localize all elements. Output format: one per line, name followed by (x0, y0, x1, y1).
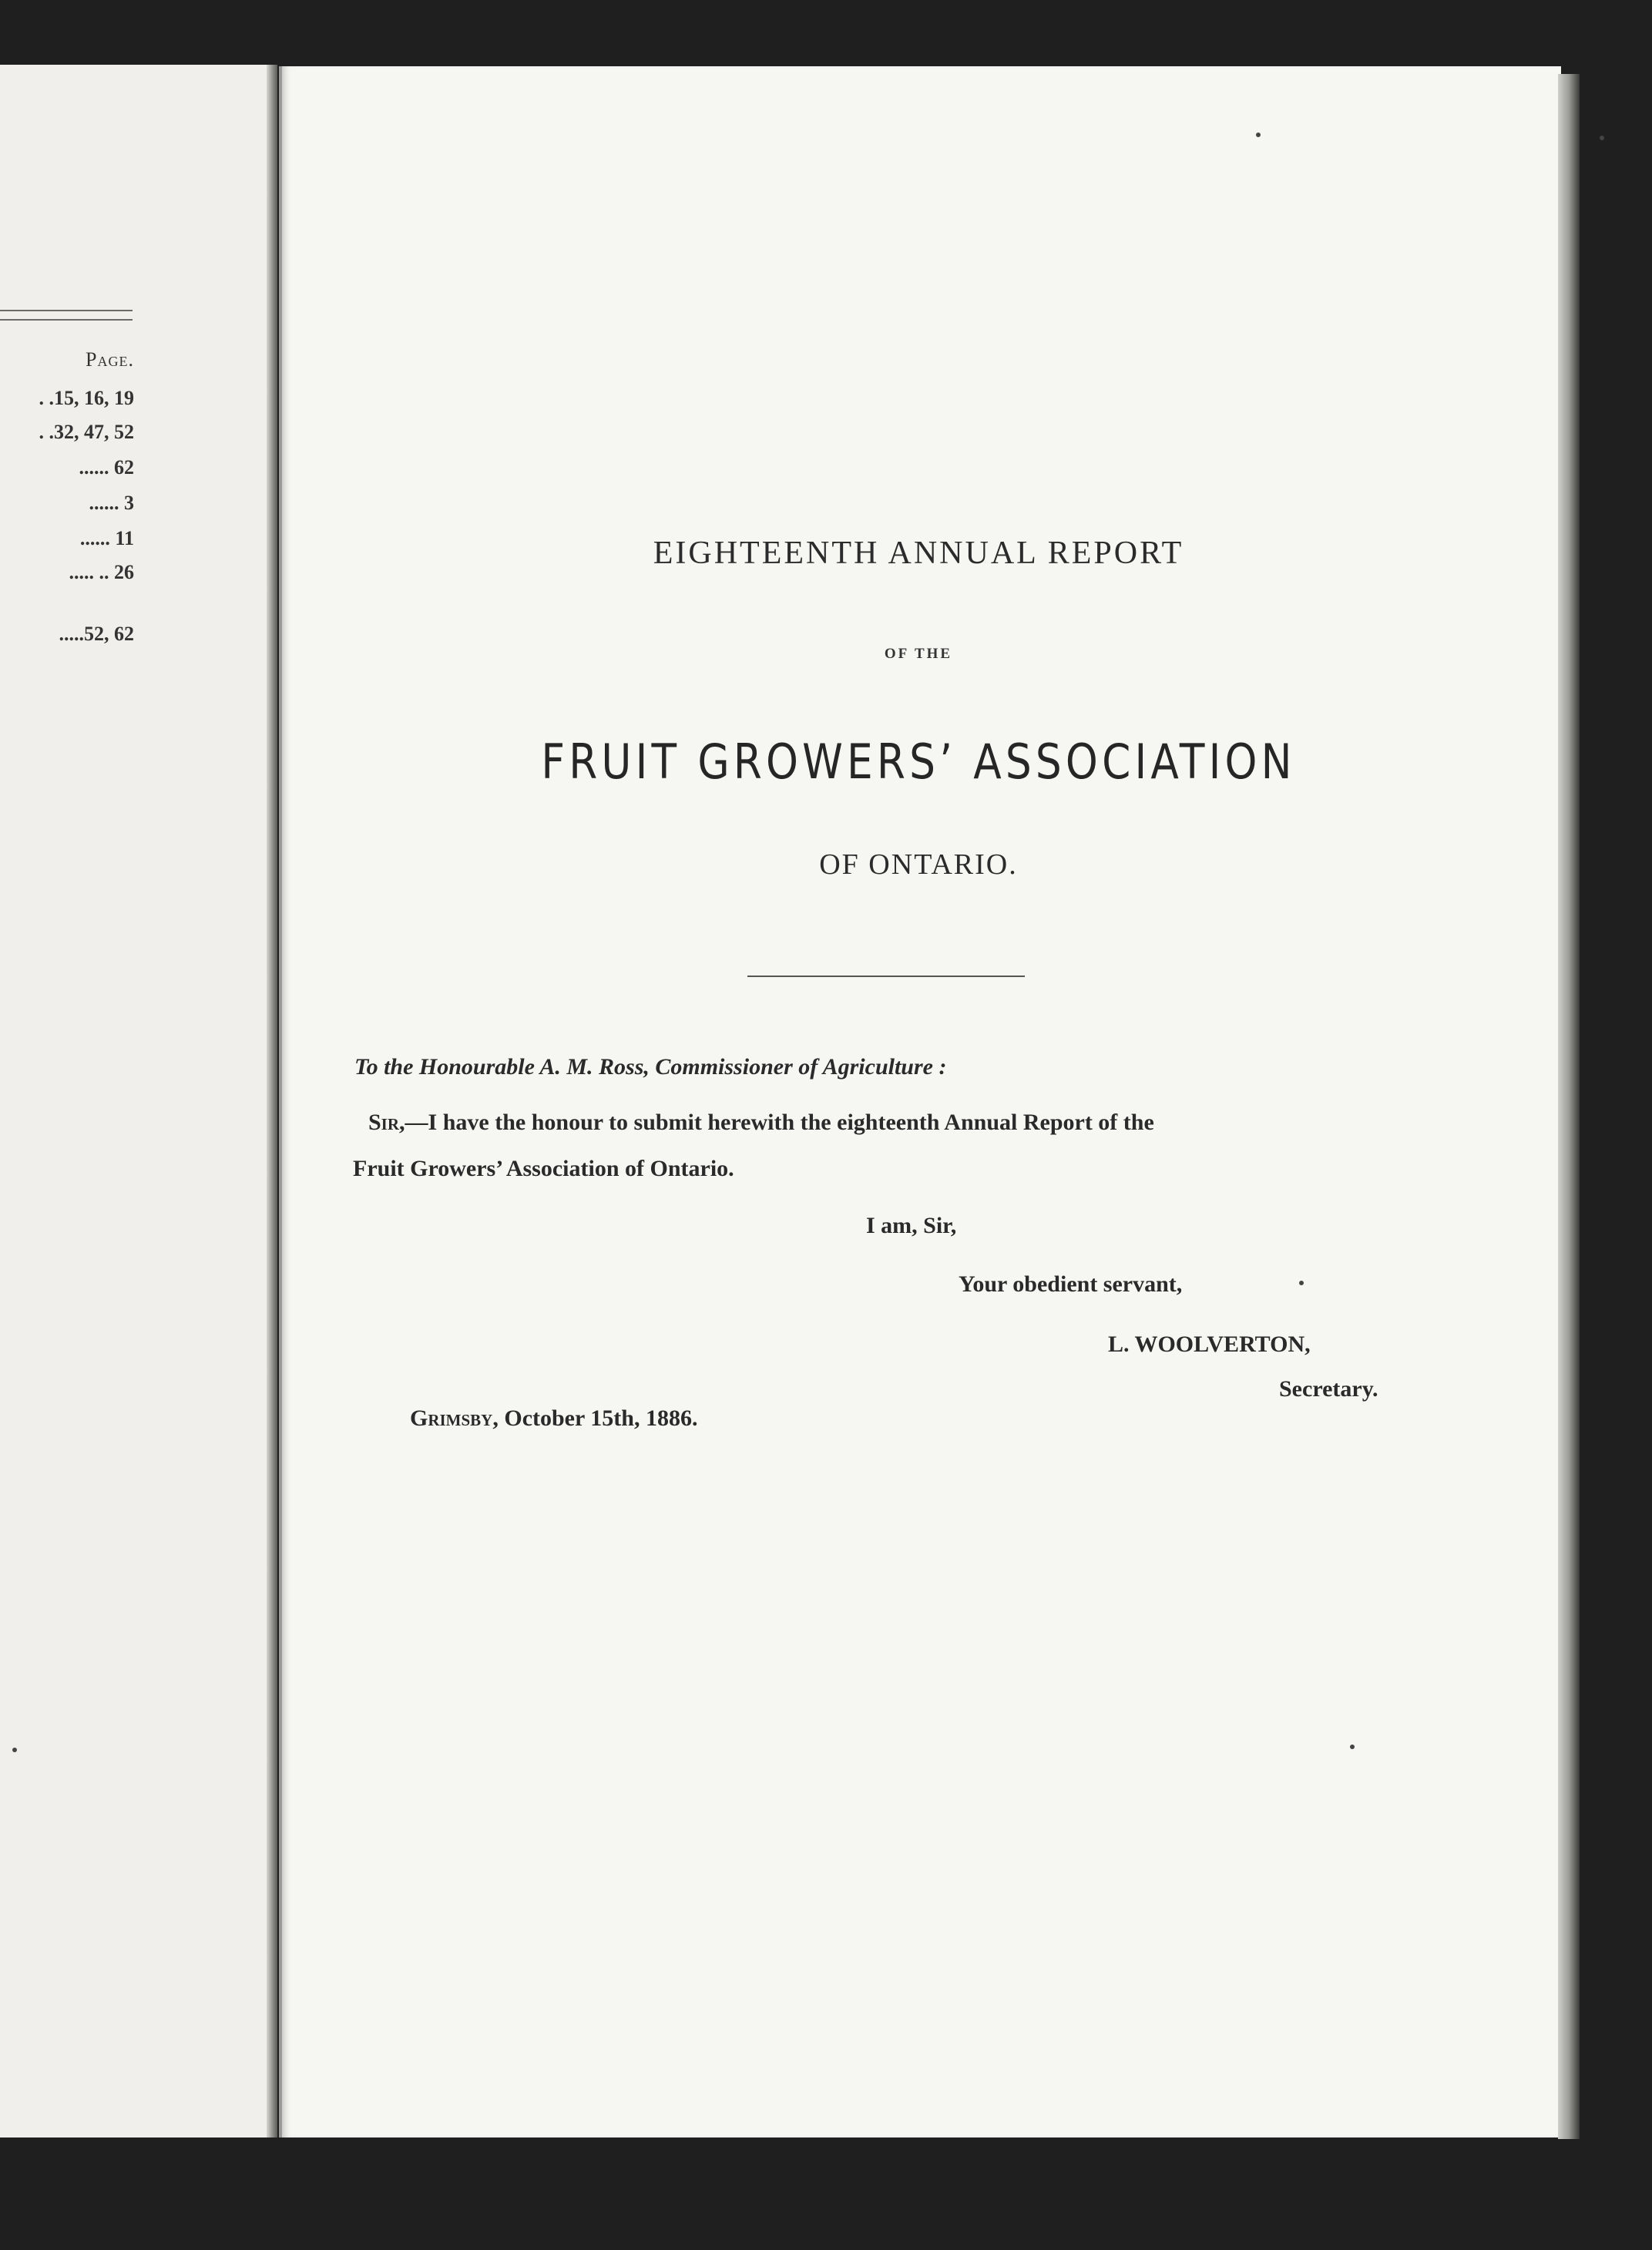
letter-signature: L. WOOLVERTON, (1108, 1332, 1311, 1357)
page-edge (1558, 74, 1580, 2139)
letter-salutation: Sir, (368, 1110, 405, 1135)
association-province: OF ONTARIO. (819, 848, 1018, 881)
letter-date: , October 15th, 1886. (492, 1405, 698, 1431)
letter-address: To the Honourable A. M. Ross, Commissioner of Agriculture : (354, 1054, 947, 1080)
association-name: FRUIT GROWERS’ ASSOCIATION (541, 734, 1296, 790)
letter-signature-title: Secretary. (1279, 1376, 1378, 1402)
letter-closing-2: Your obedient servant, (959, 1271, 1183, 1297)
scan-speck (1256, 133, 1261, 137)
scan-speck (1600, 136, 1604, 140)
toc-line-3: ...... 62 (79, 456, 134, 479)
letter-closing-1: I am, Sir, (866, 1213, 957, 1238)
letter-place-date (410, 1405, 697, 1432)
title-divider (747, 976, 1025, 977)
left-page-spine (267, 65, 277, 2138)
toc-line-1: . .15, 16, 19 (39, 387, 134, 409)
report-title-line: EIGHTEENTH ANNUAL REPORT (653, 536, 1184, 571)
scan-speck (1299, 1281, 1304, 1285)
scan-speck (12, 1748, 17, 1752)
toc-double-rule (0, 310, 133, 321)
report-of-the: OF THE (884, 646, 953, 662)
left-page (0, 65, 277, 2138)
toc-line-2: . .32, 47, 52 (39, 421, 134, 443)
scan-speck (1350, 1745, 1355, 1749)
letter-body-line-2: Fruit Growers’ Association of Ontario. (353, 1156, 734, 1181)
letter-body-text-1: —I have the honour to submit herewith the eighteenth Annual Report of the (405, 1110, 1154, 1135)
letter-place: Grimsby (410, 1405, 493, 1431)
toc-line-7: .....52, 62 (59, 623, 134, 645)
letter-body-line-1 (368, 1110, 1154, 1136)
toc-page-heading: Page. (86, 348, 134, 371)
toc-line-5: ...... 11 (79, 527, 134, 549)
document-page (279, 66, 1561, 2138)
toc-line-6: ..... .. 26 (69, 561, 134, 583)
toc-line-4: ...... 3 (89, 492, 134, 514)
